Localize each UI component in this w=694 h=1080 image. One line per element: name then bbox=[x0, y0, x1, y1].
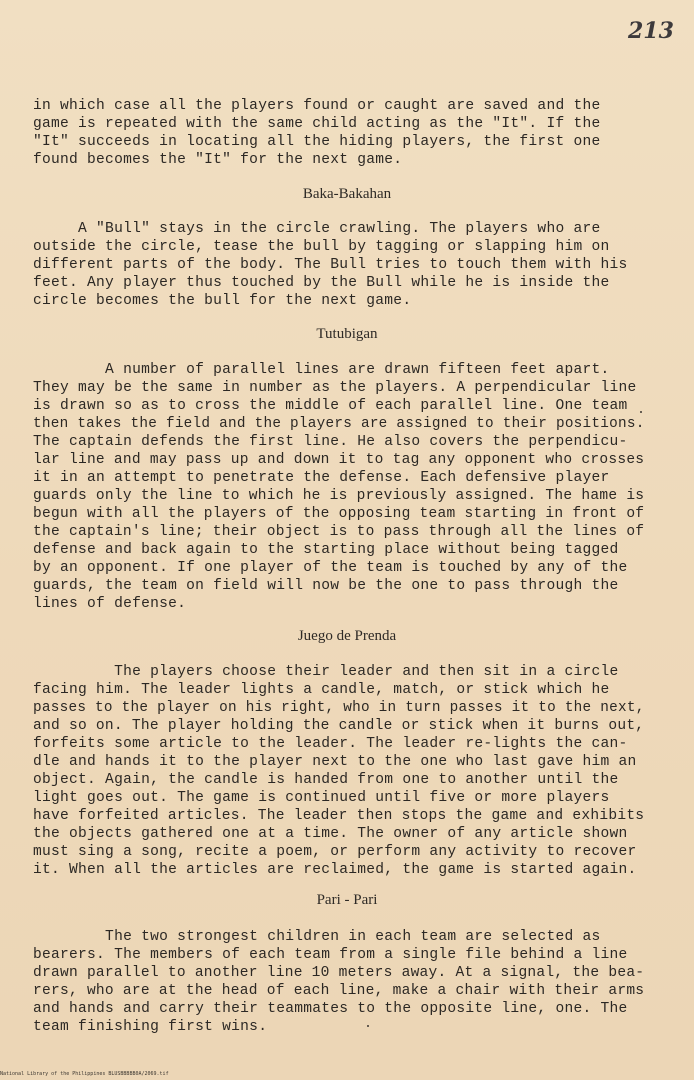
text-line: begun with all the players of the opposing team starting in front of bbox=[33, 506, 645, 522]
section-heading: Tutubigan bbox=[316, 326, 378, 342]
section-heading: Pari - Pari bbox=[316, 892, 378, 908]
text-line: and hands and carry their teammates to the opposite line, one. The bbox=[33, 1001, 628, 1017]
text-line: outside the circle, tease the bull by tagging or slapping him on bbox=[33, 239, 610, 255]
text-line: and so on. The player holding the candle or stick when it burns out, bbox=[33, 718, 645, 734]
text-line: lines of defense. bbox=[33, 596, 187, 612]
scan-footer: National Library of the Philippines BLUSBBBBB0A/2069.tif bbox=[0, 1071, 169, 1077]
text-line: by an opponent. If one player of the team is touched by any of the bbox=[33, 560, 628, 576]
text-line: defense and back again to the starting place without being tagged bbox=[33, 542, 619, 558]
text-line: The players choose their leader and then sit in a circle bbox=[33, 664, 619, 680]
text-line: bearers. The members of each team from a single file behind a line bbox=[33, 947, 628, 963]
text-line: rers, who are at the head of each line, make a chair with their arms bbox=[33, 983, 645, 999]
section-paragraph bbox=[33, 220, 645, 310]
text-line: lar line and may pass up and down it to tag any opponent who crosses bbox=[33, 452, 645, 468]
section-paragraph bbox=[33, 663, 645, 879]
text-line: drawn parallel to another line 10 meters away. At a signal, the bea- bbox=[33, 965, 645, 981]
text-line: object. Again, the candle is handed from one to another until the bbox=[33, 772, 619, 788]
text-line: facing him. The leader lights a candle, match, or stick which he bbox=[33, 682, 610, 698]
text-line: team finishing first wins. bbox=[33, 1019, 268, 1035]
text-line: forfeits some article to the leader. The leader re-lights the can- bbox=[33, 736, 628, 752]
text-line: A number of parallel lines are drawn fifteen feet apart. bbox=[33, 362, 610, 378]
text-line: feet. Any player thus touched by the Bull while he is inside the bbox=[33, 275, 610, 291]
text-line: is drawn so as to cross the middle of each parallel line. One team bbox=[33, 398, 628, 414]
text-line: dle and hands it to the player next to the one who last gave him an bbox=[33, 754, 637, 770]
text-line: The captain defends the first line. He also covers the perpendicu- bbox=[33, 434, 628, 450]
text-line: found becomes the "It" for the next game. bbox=[33, 152, 403, 168]
text-line: have forfeited articles. The leader then stops the game and exhibits bbox=[33, 808, 645, 824]
section-paragraph bbox=[33, 361, 645, 613]
intro-paragraph bbox=[33, 97, 645, 169]
stray-mark bbox=[640, 411, 642, 413]
text-line: guards, the team on field will now be the one to pass through the bbox=[33, 578, 619, 594]
text-line: The two strongest children in each team are selected as bbox=[33, 929, 601, 945]
text-line: the captain's line; their object is to pass through all the lines of bbox=[33, 524, 645, 540]
text-line: then takes the field and the players are assigned to their positions. bbox=[33, 416, 645, 432]
text-line: game is repeated with the same child acting as the "It". If the bbox=[33, 116, 601, 132]
text-line: guards only the line to which he is previously assigned. The hame is bbox=[33, 488, 645, 504]
text-line: They may be the same in number as the players. A perpendicular line bbox=[33, 380, 637, 396]
text-line: it in an attempt to penetrate the defense. Each defensive player bbox=[33, 470, 610, 486]
section-heading: Baka-Bakahan bbox=[302, 186, 392, 202]
stray-mark bbox=[367, 1025, 369, 1027]
text-line: in which case all the players found or caught are saved and the bbox=[33, 98, 601, 114]
text-line: circle becomes the bull for the next game. bbox=[33, 293, 412, 309]
text-line: different parts of the body. The Bull tries to touch them with his bbox=[33, 257, 628, 273]
text-line: passes to the player on his right, who in turn passes it to the next, bbox=[33, 700, 645, 716]
section-paragraph bbox=[33, 928, 645, 1036]
page-number: 213 bbox=[628, 18, 674, 44]
text-line: "It" succeeds in locating all the hiding players, the first one bbox=[33, 134, 601, 150]
section-heading: Juego de Prenda bbox=[297, 628, 397, 644]
text-line: the objects gathered one at a time. The owner of any article shown bbox=[33, 826, 628, 842]
text-line: must sing a song, recite a poem, or perform any activity to recover bbox=[33, 844, 637, 860]
text-line: A "Bull" stays in the circle crawling. The players who are bbox=[33, 221, 601, 237]
text-line: light goes out. The game is continued until five or more players bbox=[33, 790, 610, 806]
text-line: it. When all the articles are reclaimed, the game is started again. bbox=[33, 862, 637, 878]
